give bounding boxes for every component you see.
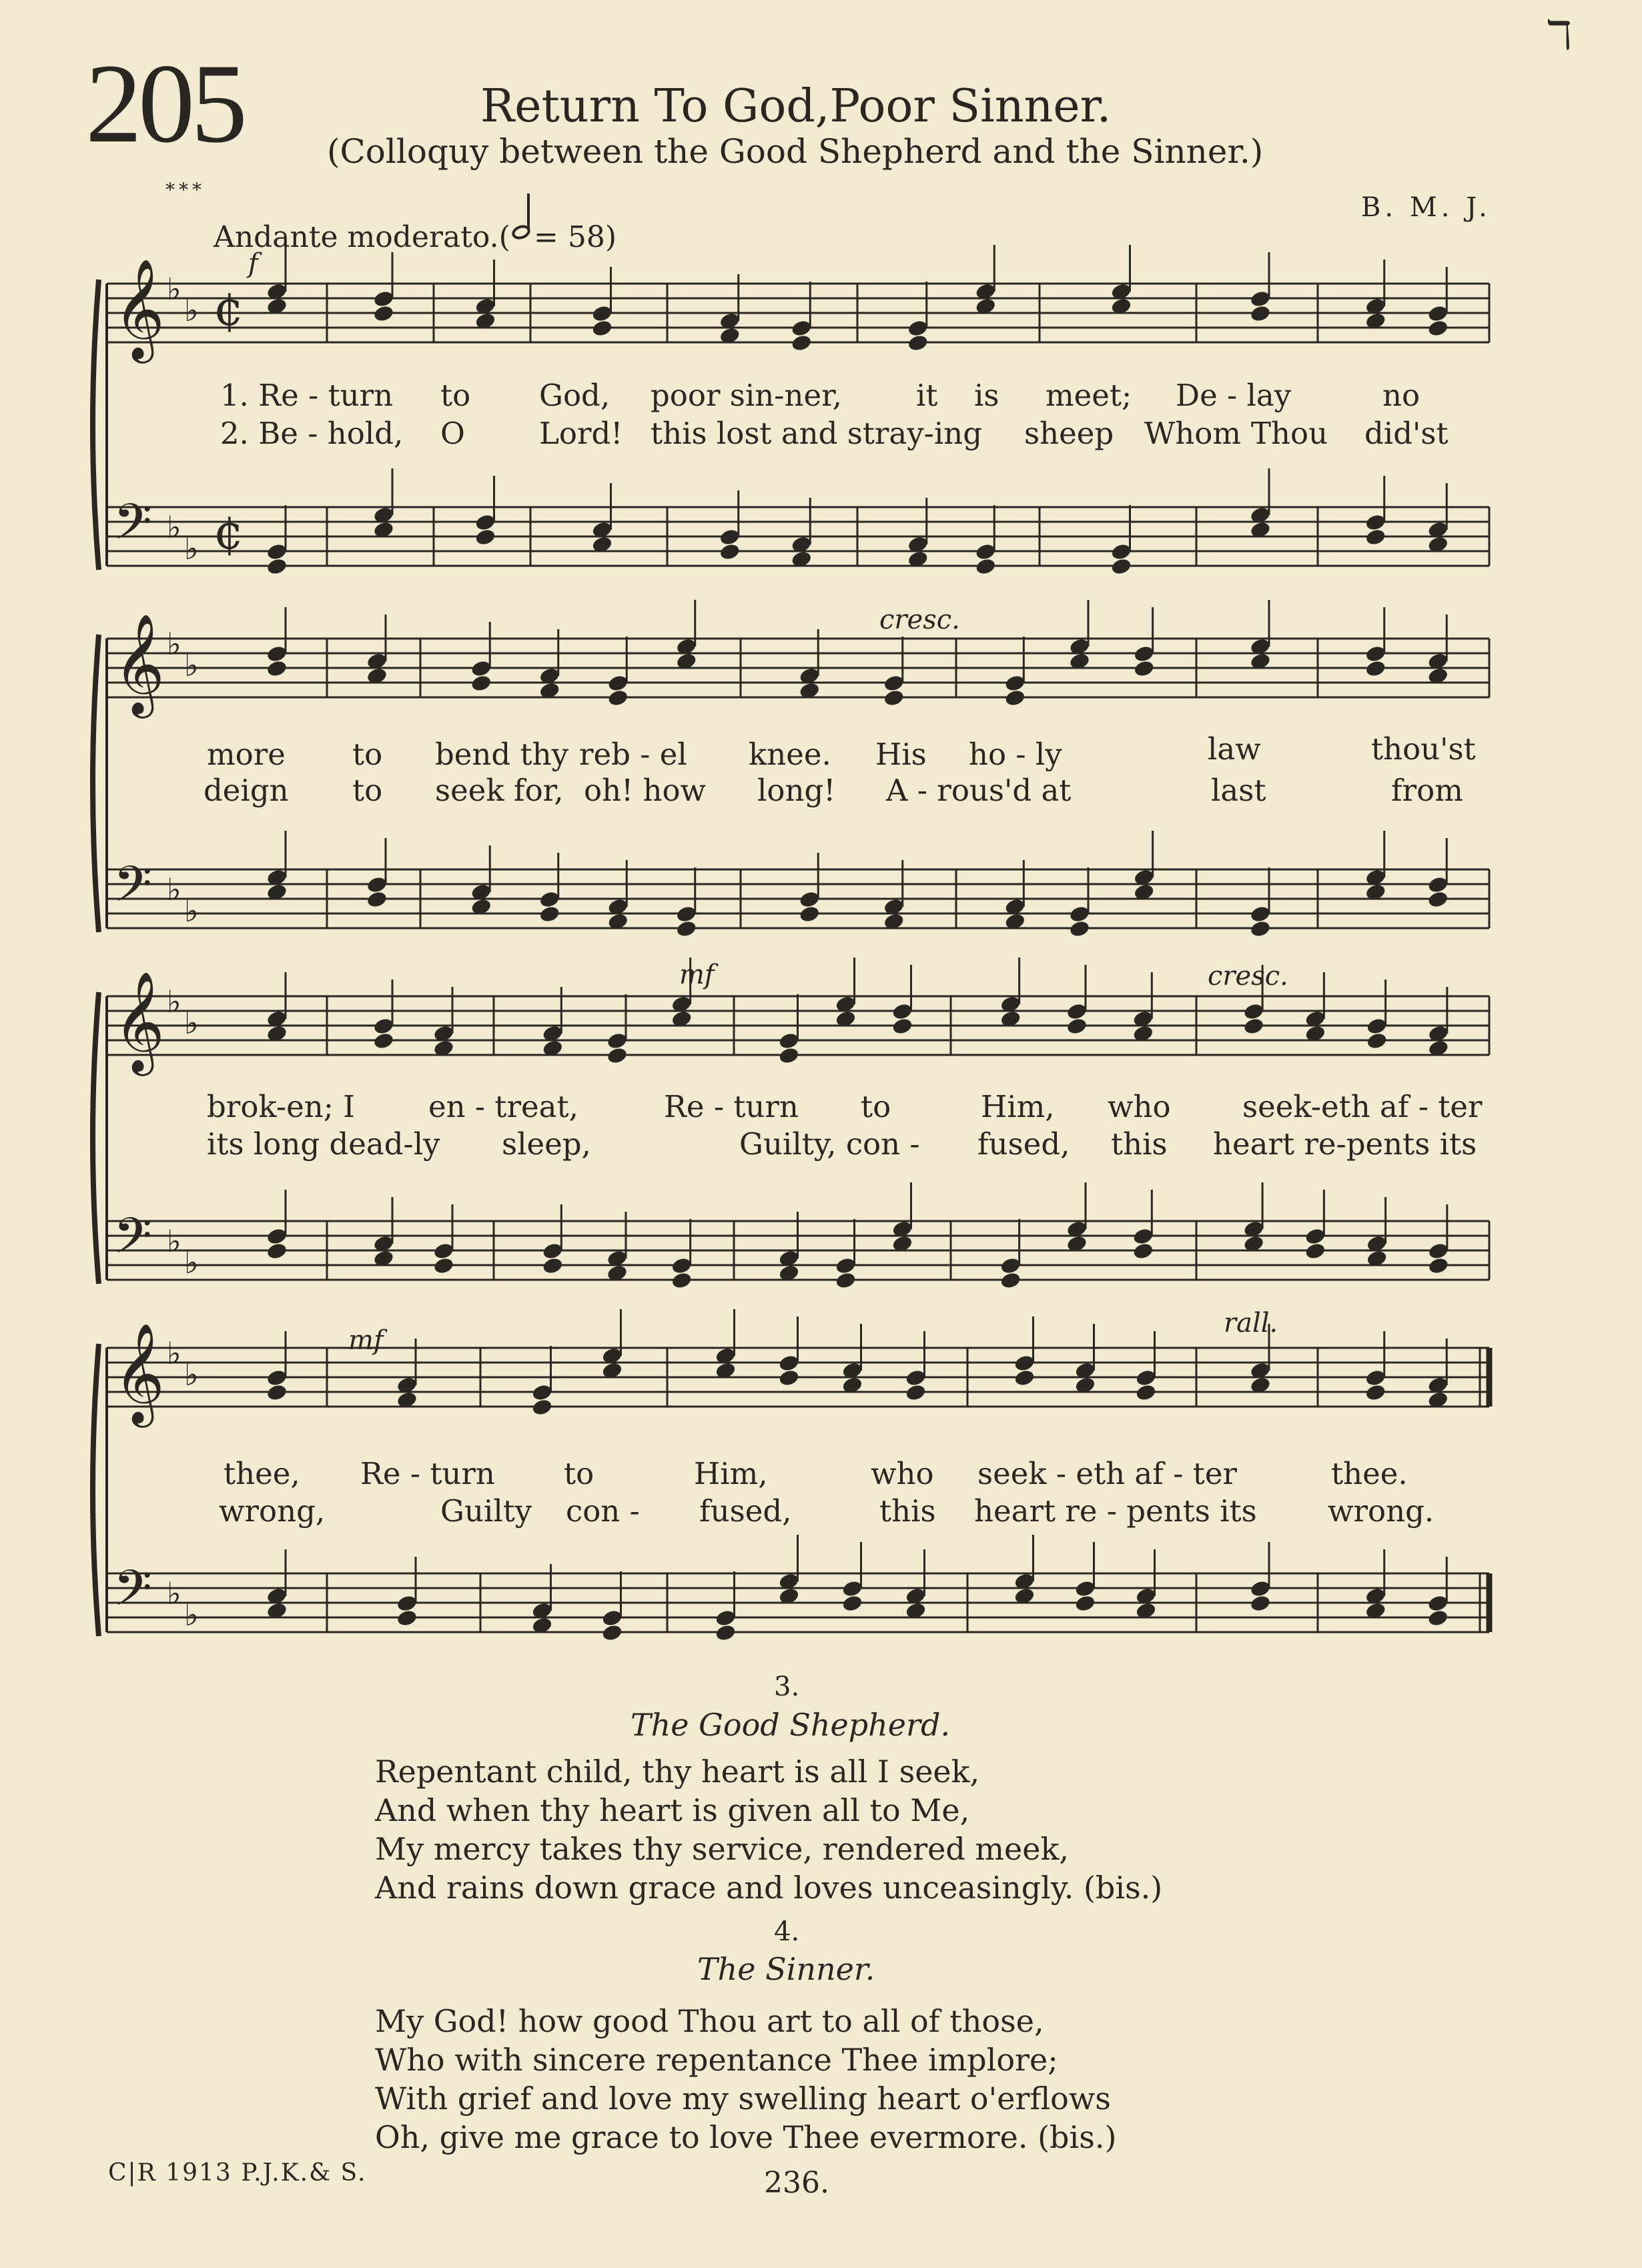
lyric-s2v1-1: to <box>352 737 383 772</box>
treble-clef-icon: 𝄞 <box>113 258 165 359</box>
bass-clef-icon: 𝄢 <box>113 1559 152 1629</box>
lyric-s4v2-6: wrong. <box>1328 1493 1434 1529</box>
cresc-marking-1: cresc. <box>879 605 960 635</box>
flat-icon: ♭ <box>167 1223 181 1259</box>
lyric-s2v2-5: A - rous'd at <box>886 773 1072 808</box>
lyric-s4v1-1: Re - turn <box>360 1456 495 1491</box>
note-head <box>1427 1609 1449 1627</box>
lyric-s3v2-4: this <box>1111 1126 1168 1162</box>
note-head <box>606 1046 628 1065</box>
verse-3-heading: The Good Shepherd. <box>631 1707 951 1743</box>
note-head <box>1133 659 1155 678</box>
lyric-s2v2-1: to <box>352 773 383 808</box>
verse-4-heading: The Sinner. <box>697 1951 875 1987</box>
lyric-s1v2-4: sheep <box>1024 416 1114 451</box>
flat-icon: ♭ <box>167 1575 181 1611</box>
lyric-s2v1-6: ho - ly <box>969 737 1062 772</box>
lyric-s4v2-4: this <box>879 1493 936 1529</box>
mf-marking-2: mf <box>348 1325 384 1356</box>
note-head <box>266 1242 288 1260</box>
note-head <box>591 319 613 338</box>
lyric-s2v1-4: knee. <box>749 737 831 772</box>
bass-clef-icon: 𝄢 <box>113 493 152 563</box>
note-head <box>841 1594 863 1613</box>
cut-time-icon: ¢ <box>214 504 244 560</box>
mf-marking-1: mf <box>679 960 715 990</box>
note-head <box>1364 528 1386 546</box>
lyric-s3v2-2: Guilty, con - <box>739 1126 920 1162</box>
lyric-s3v2-3: fused, <box>977 1126 1070 1162</box>
note-head <box>266 557 288 576</box>
lyric-s4v1-5: seek - eth af - ter <box>977 1456 1237 1491</box>
note-head <box>266 659 288 678</box>
verse-4-number: 4. <box>774 1916 800 1947</box>
note-head <box>671 1271 693 1290</box>
lyric-s1v1-3: poor sin-ner, <box>651 378 842 413</box>
note-head <box>1249 919 1271 938</box>
forte-marking: f <box>248 248 258 279</box>
lyric-s4v1-4: who <box>871 1456 934 1491</box>
lyric-s3v1-0: brok-en; I <box>207 1089 355 1124</box>
lyric-s3v1-6: seek-eth af - ter <box>1242 1089 1483 1124</box>
note-head <box>542 1256 564 1275</box>
note-head <box>1427 1256 1449 1275</box>
lyric-s3v2-5: heart re-pents its <box>1213 1126 1477 1162</box>
treble-clef-icon: 𝄞 <box>113 1322 165 1423</box>
lyric-s2v2-7: from <box>1391 773 1463 808</box>
flat-icon: ♭ <box>184 647 199 683</box>
brace-icon <box>93 635 99 932</box>
flat-icon: ♭ <box>184 1244 199 1280</box>
lyric-s3v1-4: Him, <box>981 1089 1055 1124</box>
flat-icon: ♭ <box>167 626 181 662</box>
note-head <box>1066 1017 1088 1036</box>
note-head <box>266 1383 288 1402</box>
corner-mark: ℸ <box>1546 12 1572 59</box>
brace-icon <box>93 280 99 570</box>
lyric-s1v1-0: 1. Re - turn <box>220 378 394 413</box>
brace-icon <box>93 992 99 1284</box>
lyric-s3v1-5: who <box>1108 1089 1171 1124</box>
copyright-notice: C|R 1913 P.J.K.& S. <box>108 2159 367 2187</box>
note-head <box>1013 1369 1036 1387</box>
tempo-marking: Andante moderato.( <box>214 220 510 254</box>
lyric-s4v1-0: thee, <box>224 1456 300 1491</box>
note-head <box>907 334 929 352</box>
lyric-s2v1-2: bend thy <box>435 737 569 772</box>
verse-4-line: With grief and love my swelling heart o'erflows <box>375 2081 1111 2117</box>
lyric-s2v1-5: His <box>875 737 927 772</box>
lyric-s1v1-8: no <box>1382 378 1420 413</box>
lyric-s3v2-0: its long dead-ly <box>207 1126 440 1162</box>
note-head <box>835 1271 857 1290</box>
note-head <box>601 1623 623 1642</box>
hymn-number: 205 <box>85 41 244 166</box>
note-head <box>975 557 997 576</box>
lyric-s1v2-5: Whom <box>1144 416 1241 451</box>
note-head <box>883 689 905 707</box>
verse-3-line: And rains down grace and loves unceasingly. (bis.) <box>375 1870 1163 1906</box>
lyric-s4v1-2: to <box>564 1456 594 1491</box>
note-head <box>432 1256 454 1275</box>
flat-icon: ♭ <box>184 1005 199 1041</box>
verse-3-line: And when thy heart is given all to Me, <box>375 1792 970 1828</box>
flat-icon: ♭ <box>184 1357 199 1393</box>
lyric-s1v1-1: to <box>440 378 471 413</box>
lyric-s2v2-2: seek for, <box>435 773 564 808</box>
note-head <box>531 1398 553 1417</box>
cut-time-icon: ¢ <box>214 280 244 336</box>
lyric-s4v1-6: thee. <box>1331 1456 1408 1491</box>
lyric-s1v2-6: Thou <box>1251 416 1328 451</box>
note-head <box>1249 1594 1271 1613</box>
verse-4-line: My God! how good Thou art to all of those, <box>375 2003 1044 2039</box>
hymn-title: Return To God,Poor Sinner. <box>480 80 1112 133</box>
note-head <box>715 1623 737 1642</box>
note-head <box>799 905 821 923</box>
note-head <box>372 304 394 323</box>
verse-3-number: 3. <box>774 1671 800 1702</box>
stars-marking: *** <box>165 179 206 201</box>
lyric-s1v2-2: Lord! <box>539 416 623 451</box>
hymn-subtitle: (Colloquy between the Good Shepherd and the Sinner.) <box>327 132 1264 171</box>
lyric-s1v2-3: this lost and stray-ing <box>651 416 983 451</box>
note-head <box>1132 1242 1154 1260</box>
note-head <box>1427 319 1449 338</box>
note-head <box>1243 1017 1265 1036</box>
lyric-s4v2-0: wrong, <box>219 1493 326 1529</box>
note-head <box>1249 304 1271 323</box>
note-head <box>474 528 496 546</box>
note-head <box>607 689 629 707</box>
verse-4-line: Oh, give me grace to love Thee evermore. (bis.) <box>375 2119 1117 2155</box>
lyric-s1v2-1: O <box>440 416 465 451</box>
author-initials: B. M. J. <box>1361 192 1491 223</box>
lyric-s1v1-2: God, <box>539 378 610 413</box>
flat-icon: ♭ <box>184 530 199 566</box>
lyric-s4v2-1: Guilty <box>440 1493 532 1529</box>
flat-icon: ♭ <box>167 871 181 907</box>
cresc-marking-2: cresc. <box>1208 961 1288 992</box>
lyric-s2v1-0: more <box>207 737 286 772</box>
lyric-s3v1-2: Re - turn <box>664 1089 799 1124</box>
note-head <box>891 1017 913 1036</box>
bass-clef-icon: 𝄢 <box>113 1207 152 1277</box>
lyric-s1v1-7: De - lay <box>1176 378 1292 413</box>
verse-3-line: Repentant child, thy heart is all I seek, <box>375 1754 980 1790</box>
note-head <box>366 890 388 909</box>
lyric-s4v1-3: Him, <box>694 1456 768 1491</box>
note-head <box>778 1046 800 1065</box>
lyric-s4v2-5: heart re - pents its <box>974 1493 1257 1529</box>
note-head <box>1427 890 1449 909</box>
note-head <box>778 1369 800 1387</box>
note-head <box>396 1609 418 1627</box>
lyric-s1v1-6: meet; <box>1046 378 1132 413</box>
verse-4-line: Who with sincere repentance Thee implore; <box>375 2042 1058 2078</box>
note-head <box>1135 1383 1157 1402</box>
note-head <box>1074 1594 1096 1613</box>
lyric-s1v1-5: is <box>974 378 999 413</box>
note-head <box>372 1032 394 1050</box>
flat-icon: ♭ <box>184 292 199 328</box>
note-head <box>675 919 697 938</box>
lyric-s2v1-8: thou'st <box>1371 731 1476 767</box>
lyric-s2v2-3: oh! how <box>584 773 707 808</box>
note-head <box>905 1383 927 1402</box>
flat-icon: ♭ <box>167 271 181 307</box>
lyric-s2v2-4: long! <box>757 773 836 808</box>
lyric-s1v1-4: it <box>916 378 938 413</box>
note-head <box>1004 689 1026 707</box>
flat-icon: ♭ <box>184 893 199 929</box>
lyric-s2v2-6: last <box>1211 773 1266 808</box>
note-head <box>791 334 813 352</box>
treble-clef-icon: 𝄞 <box>113 970 165 1072</box>
lyric-s3v1-1: en - treat, <box>428 1089 578 1124</box>
flat-icon: ♭ <box>167 509 181 545</box>
note-head <box>470 674 492 693</box>
treble-clef-icon: 𝄞 <box>113 613 165 714</box>
brace-icon <box>93 1344 99 1636</box>
verse-3-line: My mercy takes thy service, rendered meek, <box>375 1831 1069 1867</box>
flat-icon: ♭ <box>184 1597 199 1633</box>
rall-marking: rall. <box>1224 1308 1278 1339</box>
note-head <box>1110 557 1132 576</box>
note-head <box>719 542 741 561</box>
lyric-s2v1-3: reb - el <box>579 737 687 772</box>
lyric-s1v2-7: did'st <box>1364 416 1449 451</box>
flat-icon: ♭ <box>167 1335 181 1371</box>
lyric-s2v2-0: deign <box>203 773 289 808</box>
note-head <box>1364 1383 1386 1402</box>
metronome-marking: = 58) <box>534 220 617 254</box>
lyric-s4v2-3: fused, <box>699 1493 792 1529</box>
lyric-s2v1-7: law <box>1208 731 1261 767</box>
bass-clef-icon: 𝄢 <box>113 855 152 925</box>
note-head <box>1366 1032 1388 1050</box>
note-head <box>1304 1242 1326 1260</box>
note-head <box>999 1271 1021 1290</box>
note-head <box>1068 919 1090 938</box>
note-head <box>1364 659 1386 678</box>
page-number: 236. <box>764 2166 829 2200</box>
note-head <box>538 905 560 923</box>
lyric-s4v2-2: con - <box>566 1493 640 1529</box>
lyric-s3v2-1: sleep, <box>502 1126 591 1162</box>
lyric-s3v1-3: to <box>861 1089 891 1124</box>
flat-icon: ♭ <box>167 984 181 1020</box>
lyric-s1v2-0: 2. Be - hold, <box>220 416 404 451</box>
